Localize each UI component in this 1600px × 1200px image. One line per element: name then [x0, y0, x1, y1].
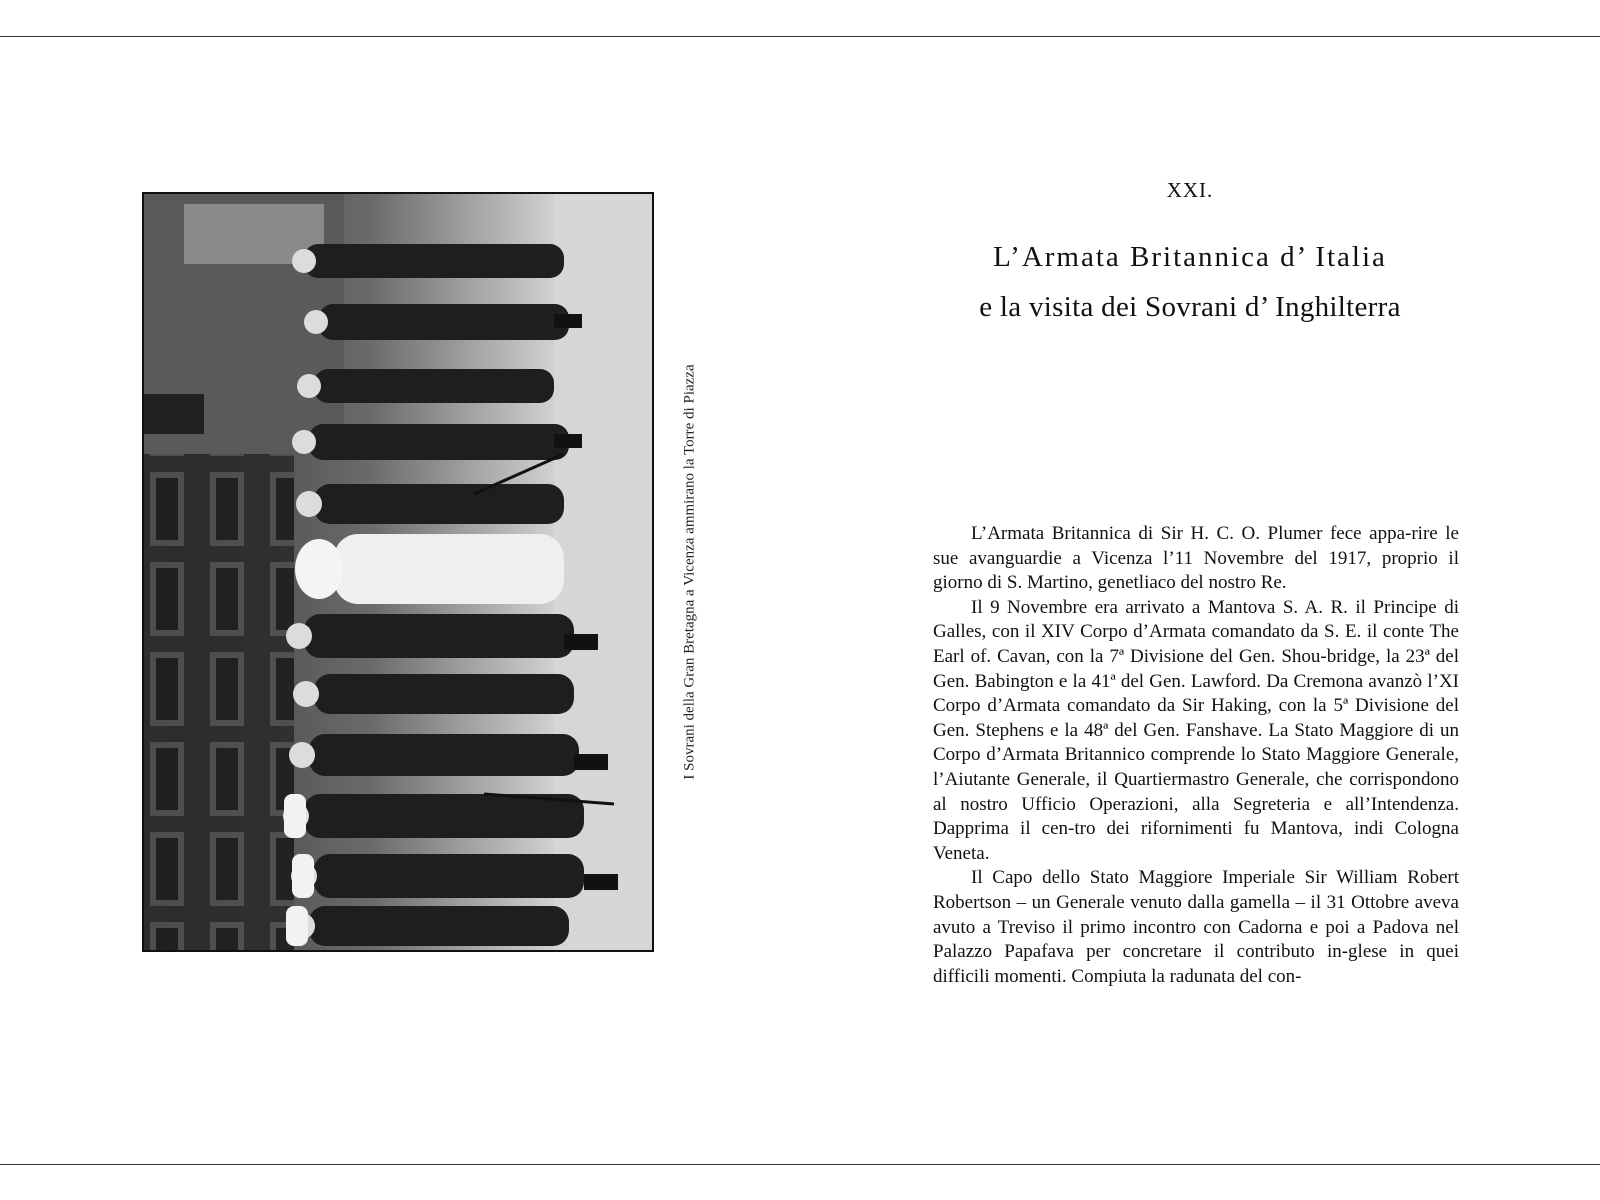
paragraph: L’Armata Britannica di Sir H. C. O. Plumer fece appa-rire le sue avanguardie a Vicenza l’11 Novembre del 1917, proprio il giorno di S. Martino, genetliaco del nostro Re.	[933, 523, 1459, 594]
historical-photograph	[142, 192, 654, 952]
chapter-title-line1: L’Armata Britannica d’ Italia	[993, 241, 1387, 273]
top-rule	[0, 36, 1600, 37]
photo-caption-text: I Sovrani della Gran Bretagna a Vicenza ammirano la Torre di Piazza	[681, 364, 698, 780]
photograph-icon	[144, 194, 652, 950]
chapter-title-line2: e la visita dei Sovrani d’ Inghilterra	[979, 291, 1401, 323]
bottom-rule	[0, 1164, 1600, 1165]
chapter-number: XXI.	[1166, 178, 1214, 202]
paragraph: Il 9 Novembre era arrivato a Mantova S. A. R. il Principe di Galles, con il XIV Corpo d’Armata comandato da S. E. il conte The Earl of. Cavan, con la 7ª Divisione del Gen. Shou-bridge, la 23ª del Gen. Babington e la 41ª del Gen. Lawford. Da Cremona avanzò l’XI Corpo d’Armata comandato da Sir Haking, con la 5ª Divisione del Gen. Stephens e la 48ª del Gen. Fanshave. La Stato Maggiore di un Corpo d’Armata Britannico comprende lo Stato Maggiore Generale, l’Aiutante Generale, il Quartiermastro Generale, che corrispondono al nostro Ufficio Operazioni, alla Segreteria e all’Intendenza. Dapprima il cen-tro dei rifornimenti fu Mantova, indi Cologna Veneta.	[933, 596, 1459, 864]
paragraph: Il Capo dello Stato Maggiore Imperiale Sir William Robert Robertson – un Generale venuto dalla gamella – il 31 Ottobre aveva avuto a Treviso il primo incontro con Cadorna e poi a Padova nel Palazzo Papafava per concretare il contributo in-glese in quei difficili momenti. Compiuta la radunata del con-	[933, 867, 1459, 987]
body-text	[933, 522, 1459, 989]
chapter-title	[935, 232, 1445, 332]
